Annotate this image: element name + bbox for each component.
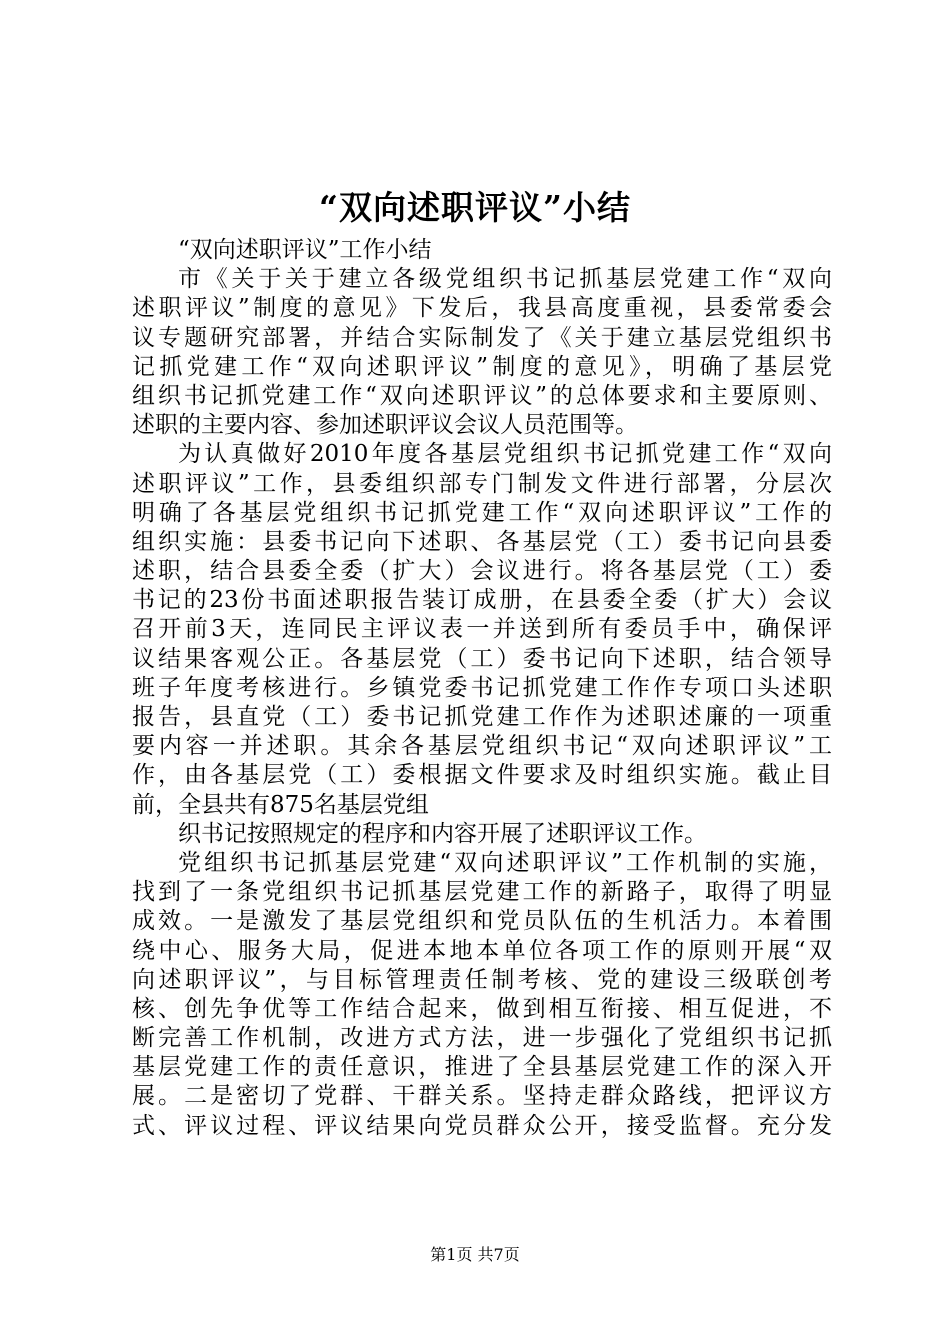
body-line: 述职，结合县委全委（扩大）会议进行。将各基层党（工）委 [132,558,832,585]
body-line: 绕中心、服务大局，促进本地本单位各项工作的原则开展“双 [132,937,832,964]
page-footer: 第1页 共7页 [430,1245,520,1264]
body-line: 要内容一并述职。其余各基层党组织书记“双向述职评议”工 [132,733,832,760]
body-line: 作，由各基层党（工）委根据文件要求及时组织实施。截止目 [132,762,832,789]
body-line: 基层党建工作的责任意识，推进了全县基层党建工作的深入开 [132,1054,832,1081]
body-line: 书记的23份书面述职报告装订成册，在县委全委（扩大）会议 [132,587,832,614]
body-line: 述职评议”制度的意见》下发后，我县高度重视，县委常委会 [132,295,832,322]
body-line: 核、创先争优等工作结合起来，做到相互衔接、相互促进，不 [132,995,832,1022]
body-line: 述职评议”工作，县委组织部专门制发文件进行部署，分层次 [132,470,832,497]
body-line: 成效。一是激发了基层党组织和党员队伍的生机活力。本着围 [132,908,832,935]
body-line: 议专题研究部署，并结合实际制发了《关于建立基层党组织书 [132,324,832,351]
body-line: 记抓党建工作“双向述职评议”制度的意见》，明确了基层党 [132,353,832,380]
document-body [132,236,832,1141]
body-line: 召开前3天，连同民主评议表一并送到所有委员手中，确保评 [132,616,832,643]
body-line: 组织实施：县委书记向下述职、各基层党（工）委书记向县委 [132,528,832,555]
body-line: 式、评议过程、评议结果向党员群众公开，接受监督。充分发 [132,1112,832,1139]
body-line: 报告，县直党（工）委书记抓党建工作作为述职述廉的一项重 [132,704,832,730]
body-line: 市《关于关于建立各级党组织书记抓基层党建工作“双向 [178,266,832,293]
body-line: 展。二是密切了党群、干群关系。坚持走群众路线，把评议方 [132,1083,832,1110]
body-line: 向述职评议”，与目标管理责任制考核、党的建设三级联创考 [132,966,832,993]
body-line: “双向述职评议”工作小结 [178,237,432,263]
body-line: 党组织书记抓基层党建“双向述职评议”工作机制的实施， [178,849,832,876]
body-line: 断完善工作机制，改进方式方法，进一步强化了党组织书记抓 [132,1025,832,1052]
body-line: 述职的主要内容、参加述职评议会议人员范围等。 [132,412,638,439]
body-line: 班子年度考核进行。乡镇党委书记抓党建工作作专项口头述职 [132,674,832,701]
body-line: 找到了一条党组织书记抓基层党建工作的新路子，取得了明显 [132,879,832,906]
body-line: 前，全县共有875名基层党组 [132,791,429,818]
body-line: 组织书记抓党建工作“双向述职评议”的总体要求和主要原则、 [132,382,832,409]
body-line: 议结果客观公正。各基层党（工）委书记向下述职，结合领导 [132,645,832,672]
body-line: 织书记按照规定的程序和内容开展了述职评议工作。 [178,820,707,847]
body-line: 为认真做好2010年度各基层党组织书记抓党建工作“双向 [178,441,832,468]
document-title: “双向述职评议”小结 [319,188,631,227]
body-line: 明确了各基层党组织书记抓党建工作“双向述职评议”工作的 [132,499,832,526]
